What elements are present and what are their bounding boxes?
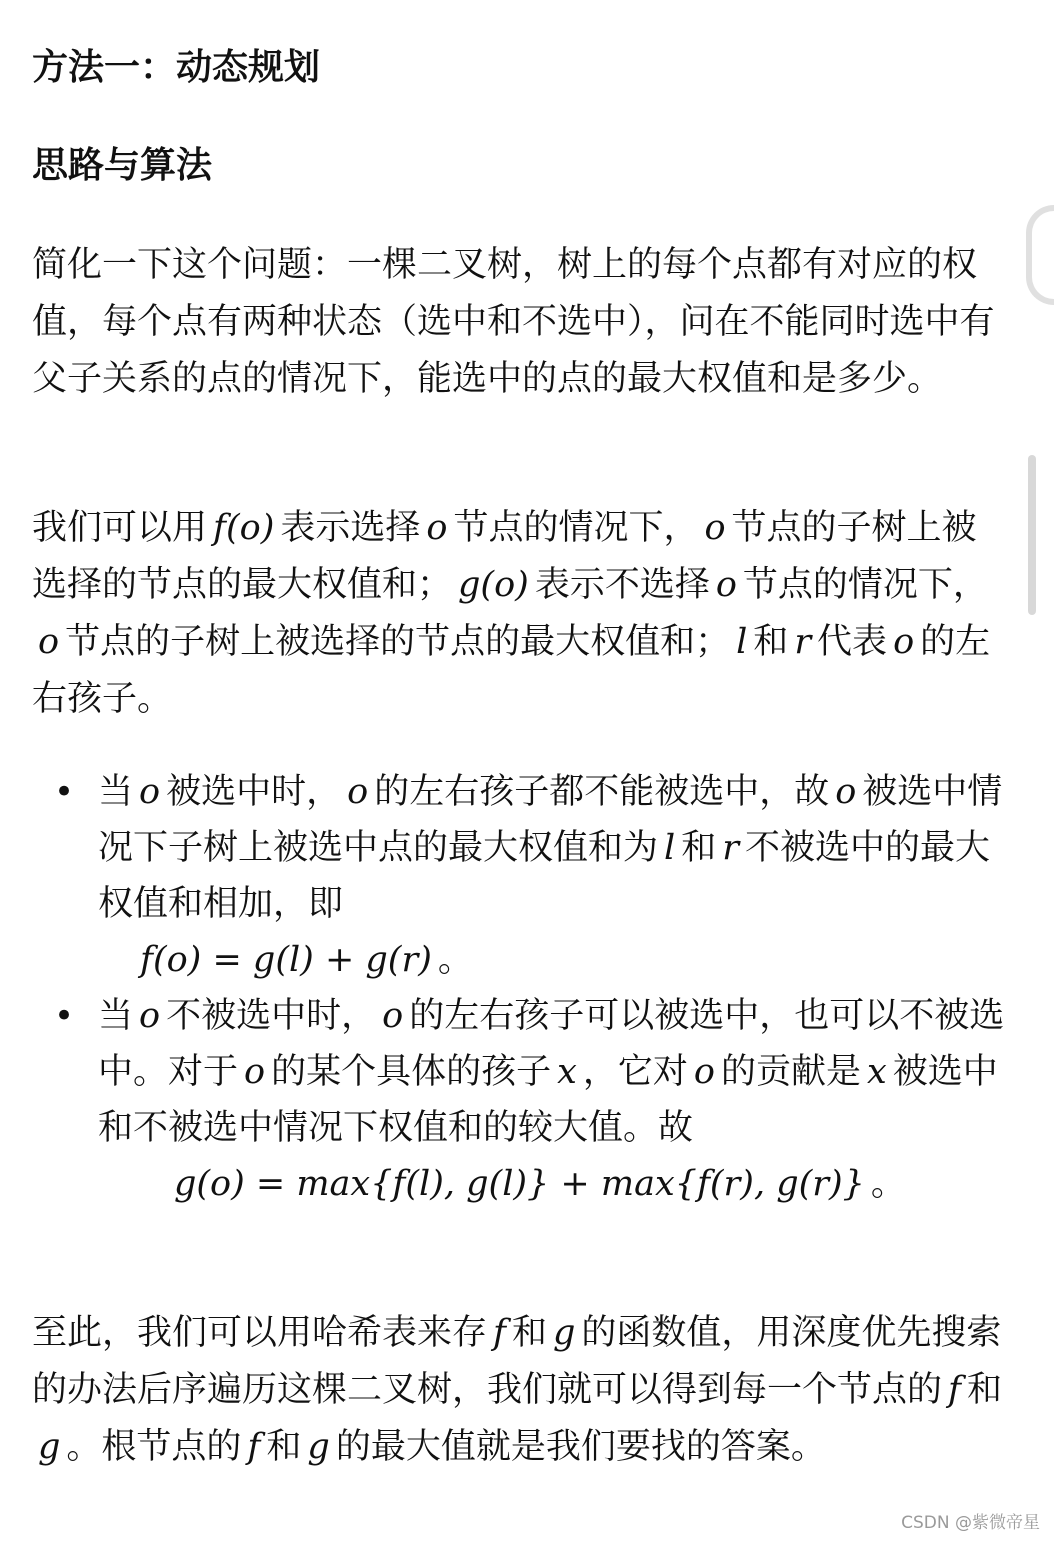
math-l: l bbox=[736, 622, 748, 662]
equation-text: f(o) = g(l) + g(r) bbox=[140, 940, 432, 980]
math-o: o bbox=[693, 1052, 715, 1092]
text: 的左右孩子可以被选中，也可以不被选中。对于 bbox=[98, 996, 1005, 1092]
text: 的贡献是 bbox=[720, 1052, 861, 1092]
equation-text: g(o) = max{f(l), g(l)} + max{f(r), g(r)} bbox=[174, 1164, 865, 1204]
text: 和 bbox=[511, 1313, 547, 1353]
scrollbar-thumb[interactable] bbox=[1028, 455, 1036, 615]
math-f: f bbox=[948, 1370, 961, 1410]
text: 表示选择 bbox=[280, 508, 421, 548]
text: 。 bbox=[870, 1164, 906, 1204]
math-l: l bbox=[664, 828, 676, 868]
text: 和 bbox=[266, 1427, 302, 1467]
text: 节点的情况下， bbox=[453, 508, 699, 548]
watermark: CSDN @紫微帝星 bbox=[901, 1513, 1040, 1533]
math-o: o bbox=[426, 508, 448, 548]
text: 节点的情况下， bbox=[742, 565, 988, 605]
conclusion-paragraph bbox=[32, 1305, 1007, 1476]
text: 被选中时， bbox=[166, 772, 342, 812]
text: 表示不选择 bbox=[534, 565, 710, 605]
text: 和 bbox=[753, 622, 789, 662]
list-item bbox=[32, 988, 1022, 1212]
text: 的左右孩子。 bbox=[32, 622, 991, 719]
text: 的函数值，用深度优先搜索的办法后序遍历这棵二叉树，我们就可以得到每一个节点的 bbox=[32, 1313, 1002, 1410]
math-g-o: g(o) bbox=[458, 565, 529, 605]
text: 不被选中时， bbox=[166, 996, 377, 1036]
math-o: o bbox=[244, 1052, 266, 1092]
equation-f bbox=[98, 932, 1022, 988]
math-o: o bbox=[347, 772, 369, 812]
math-f-o: f(o) bbox=[213, 508, 275, 548]
text: 至此，我们可以用哈希表来存 bbox=[32, 1313, 488, 1353]
math-g: g bbox=[38, 1427, 61, 1467]
math-g: g bbox=[553, 1313, 576, 1353]
math-f: f bbox=[247, 1427, 261, 1467]
math-f: f bbox=[493, 1313, 506, 1353]
math-o: o bbox=[38, 622, 60, 662]
math-r: r bbox=[794, 622, 812, 662]
text: 的某个具体的孩子 bbox=[271, 1052, 552, 1092]
definition-paragraph bbox=[32, 500, 1007, 728]
equation-g bbox=[98, 1156, 1022, 1212]
math-r: r bbox=[722, 828, 739, 868]
text: 和 bbox=[681, 828, 717, 868]
text: 的最大值就是我们要找的答案。 bbox=[335, 1427, 826, 1467]
problem-summary-paragraph: 简化一下这个问题：一棵二叉树，树上的每个点都有对应的权值，每个点有两种状态（选中和不选中），问在不能同时选中有父子关系的点的情况下，能选中的点的最大权值和是多少。 bbox=[32, 245, 995, 399]
text: 被选中和不被选中情况下权值和的较大值。故 bbox=[98, 1052, 998, 1148]
math-o: o bbox=[715, 565, 737, 605]
math-x: x bbox=[557, 1052, 577, 1092]
text: 节点的子树上被选择的节点的最大权值和； bbox=[32, 508, 977, 605]
text: 被选中情况下子树上被选中点的最大权值和为 bbox=[98, 772, 1003, 868]
section-title: 方法一：动态规划 bbox=[32, 47, 321, 88]
case-list bbox=[32, 764, 1022, 1212]
text: 。 bbox=[437, 940, 473, 980]
text: 。根节点的 bbox=[66, 1427, 242, 1467]
math-o: o bbox=[835, 772, 857, 812]
math-o: o bbox=[382, 996, 404, 1036]
text: 我们可以用 bbox=[32, 508, 208, 548]
list-item bbox=[32, 764, 1022, 988]
bullet-dot: • bbox=[54, 996, 75, 1036]
text: 节点的子树上被选择的节点的最大权值和； bbox=[65, 622, 731, 662]
text: 的左右孩子都不能被选中，故 bbox=[374, 772, 830, 812]
scroll-edge-indicator bbox=[1026, 205, 1054, 305]
text: ，它对 bbox=[582, 1052, 688, 1092]
math-o: o bbox=[139, 772, 161, 812]
math-g: g bbox=[307, 1427, 330, 1467]
math-o: o bbox=[893, 622, 915, 662]
text: 代表 bbox=[817, 622, 888, 662]
text: 当 bbox=[98, 772, 134, 812]
text: 和 bbox=[966, 1370, 1002, 1410]
text: 不被选中的最大权值和相加，即 bbox=[98, 828, 990, 924]
bullet-dot: • bbox=[54, 772, 75, 812]
math-x: x bbox=[866, 1052, 887, 1092]
math-o: o bbox=[139, 996, 161, 1036]
text: 当 bbox=[98, 996, 134, 1036]
subsection-title: 思路与算法 bbox=[32, 145, 213, 186]
math-o: o bbox=[704, 508, 726, 548]
